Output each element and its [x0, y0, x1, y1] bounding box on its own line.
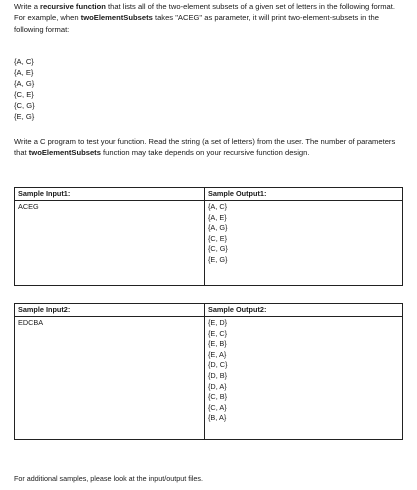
sample-table-header-row — [15, 304, 403, 317]
footer-note: For additional samples, please look at the input/output files. — [14, 474, 203, 483]
example-subset: {C, E} — [14, 90, 34, 99]
intro-paragraph — [14, 1, 406, 35]
intro-bold-recursive: recursive function — [40, 2, 106, 11]
output-line: {E, D} — [208, 318, 228, 327]
output-line: {C, B} — [208, 392, 228, 402]
output-line: {C, E} — [208, 233, 228, 243]
output-line: {E, C} — [208, 328, 228, 338]
output-line: {C, G} — [208, 244, 228, 254]
intro-text-3: takes "ACEG" as parameter, it will print two-element-subsets in the following format: — [14, 13, 379, 34]
sample-input-value: EDCBA — [15, 317, 205, 440]
output-line: {C, A} — [208, 402, 227, 412]
example-subset: {C, G} — [14, 101, 35, 110]
output-line: {B, A} — [208, 413, 227, 423]
sample-input-header: Sample Input1: — [15, 188, 205, 201]
sample-table-body-row — [15, 317, 403, 440]
sample-output-cell — [205, 317, 403, 440]
sample-output-header: Sample Output2: — [205, 304, 403, 317]
intro-text-1: Write a — [14, 2, 41, 11]
example-subset: {A, E} — [14, 68, 34, 77]
output-line: {A, E} — [208, 212, 227, 222]
output-line: {E, G} — [208, 254, 228, 264]
example-subset: {A, C} — [14, 57, 34, 66]
task-paragraph — [14, 136, 406, 159]
example-subset: {A, G} — [14, 79, 35, 88]
intro-text-2: that lists all of the two-element subsets of a given set of letters in the following format. For example, when — [14, 2, 396, 23]
sample-table-body-row — [15, 201, 403, 286]
sample-output-cell — [205, 201, 403, 286]
output-line: {E, B} — [208, 339, 227, 349]
sample-output-header: Sample Output1: — [205, 188, 403, 201]
task-text-1: Write a C program to test your function. Read the string (a set of letters) from the user. The number of parameters that — [14, 137, 396, 158]
output-line: {E, A} — [208, 349, 227, 359]
example-subset-list — [14, 56, 35, 122]
output-line: {D, A} — [208, 381, 227, 391]
output-line: {D, B} — [208, 370, 228, 380]
intro-bold-function-name: twoElementSubsets — [80, 13, 153, 23]
sample-table-header-row — [15, 188, 403, 201]
example-subset: {E, G} — [14, 112, 35, 121]
output-line: {A, C} — [208, 202, 228, 211]
output-line: {D, C} — [208, 360, 228, 370]
task-text-2: function may take depends on your recursive function design. — [100, 148, 310, 158]
sample-table-1 — [14, 187, 403, 286]
output-line: {A, G} — [208, 223, 228, 233]
sample-input-value: ACEG — [15, 201, 205, 286]
sample-table-2 — [14, 303, 403, 440]
task-bold-function-name: twoElementSubsets — [28, 148, 101, 158]
sample-input-header: Sample Input2: — [15, 304, 205, 317]
